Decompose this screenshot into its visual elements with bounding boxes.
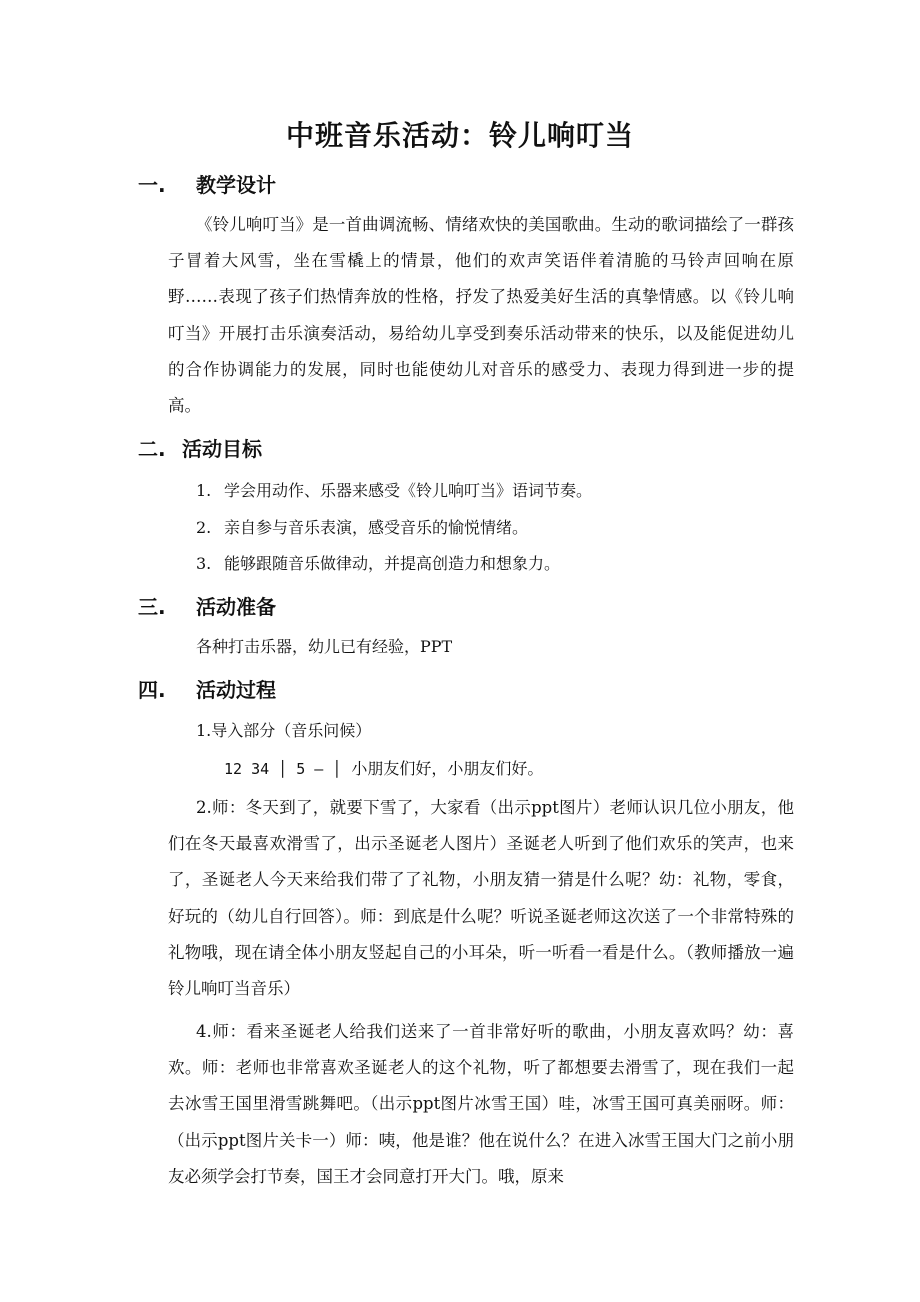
list-item (196, 473, 592, 510)
process-paragraph-2: 2.师：冬天到了，就要下雪了，大家看（出示ppt图片）老师认识几位小朋友，他们在冬天最喜欢滑雪了，出示圣诞老人图片）圣诞老人听到了他们欢乐的笑声，也来了，圣诞老人今天来给我们带了了礼物，小朋友猜一猜是什么呢？幼：礼物，零食，好玩的（幼儿自行回答）。师：到底是什么呢？听说圣诞老师这次送了一个非常特殊的礼物哦，现在请全体小朋友竖起自己的小耳朵，听一听看一看是什么。（教师播放一遍铃儿响叮当音乐） (168, 798, 794, 999)
item-number: 2. (196, 517, 212, 537)
goals-list (196, 473, 592, 583)
music-notation: 12 34 │ 5 — │ (224, 760, 342, 778)
item-text: 亲自参与音乐表演，感受音乐的愉悦情绪。 (224, 517, 529, 537)
section-title: 教学设计 (196, 173, 276, 197)
design-paragraph: 《铃儿响叮当》是一首曲调流畅、情绪欢快的美国歌曲。生动的歌词描绘了一群孩子冒着大风雪，坐在雪橇上的情景，他们的欢声笑语伴着清脆的马铃声回响在原野……表现了孩子们热情奔放的性格，抒发了热爱美好生活的真挚情感。以《铃儿响叮当》开展打击乐演奏活动，易给幼儿享受到奏乐活动带来的快乐，以及能促进幼儿的合作协调能力的发展，同时也能使幼儿对音乐的感受力、表现力得到进一步的提高。 (168, 215, 794, 416)
step1-text: 1.导入部分（音乐问候） (196, 721, 372, 740)
section-number: 一. (138, 173, 166, 197)
item-text: 能够跟随音乐做律动，并提高创造力和想象力。 (224, 554, 561, 573)
item-number: 1. (196, 481, 212, 500)
preparation-text: 各种打击乐器，幼儿已有经验，PPT (196, 637, 453, 656)
section-title: 活动过程 (196, 678, 276, 702)
section-heading-preparation (138, 592, 276, 622)
greeting-line (224, 754, 543, 784)
item-number: 3. (196, 554, 212, 573)
document-title: 中班音乐活动：铃儿响叮当 (285, 119, 634, 152)
list-item (196, 510, 592, 547)
section-heading-goals (138, 434, 262, 464)
section-title: 活动准备 (196, 595, 276, 619)
section-heading-process (138, 675, 276, 705)
section-heading-design (138, 170, 276, 200)
section-number: 三. (138, 595, 166, 619)
item-text: 学会用动作、乐器来感受《铃儿响叮当》语词节奏。 (224, 481, 593, 500)
list-item (196, 546, 592, 583)
process-paragraph-4: 4.师：看来圣诞老人给我们送来了一首非常好听的歌曲，小朋友喜欢吗？幼：喜欢。师：老师也非常喜欢圣诞老人的这个礼物，听了都想要去滑雪了，现在我们一起去冰雪王国里滑雪跳舞吧。（出示ppt图片冰雪王国）哇，冰雪王国可真美丽呀。师：（出示ppt图片关卡一）师：咦，他是谁？他在说什么？在进入冰雪王国大门之前小朋友必须学会打节奏，国王才会同意打开大门。哦，原来 (168, 1022, 794, 1186)
section-number: 二. (138, 437, 166, 461)
greeting-lyrics: 小朋友们好，小朋友们好。 (351, 759, 544, 778)
section-title: 活动目标 (182, 437, 262, 461)
section-number: 四. (138, 678, 166, 702)
